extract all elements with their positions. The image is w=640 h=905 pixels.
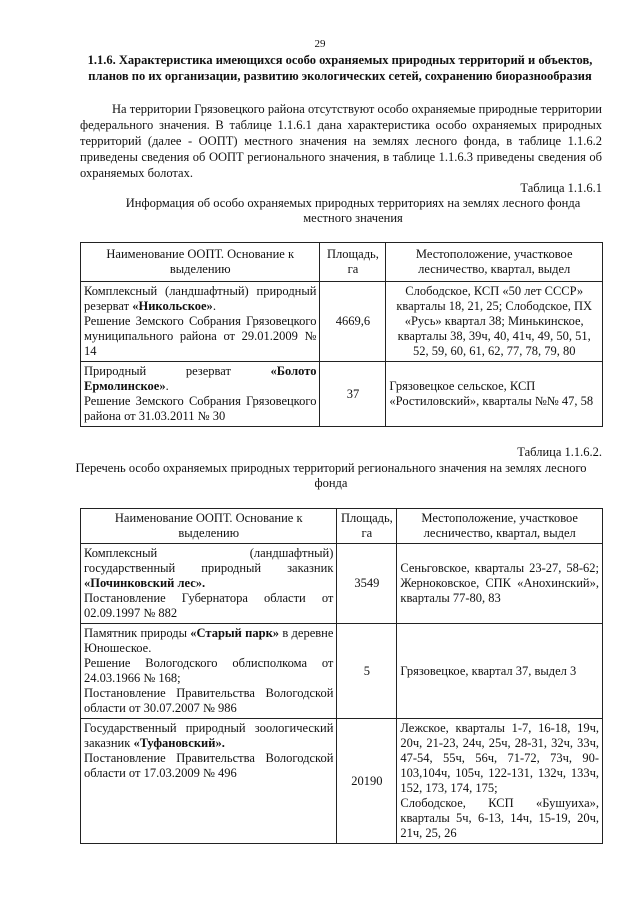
oopt-location: Слободское, КСП «50 лет СССР» кварталы 18, 21, 25; Слободское, ПХ «Русь» квартал 38; Минькинское, кварталы 38, 39ч, 40, 41ч, 49, 50, 51, 52, 59, 60, 61, 62, 77, 78, 79, 80 — [386, 282, 603, 362]
oopt-basis: Постановление Правительства Вологодской области от 30.07.2007 № 986 — [84, 686, 334, 715]
table1-header-name: Наименование ООПТ. Основание к выделению — [81, 243, 320, 282]
table2-row1-name-cell — [81, 544, 337, 624]
table1-header-area: Площадь, га — [320, 243, 386, 282]
table1-title: Информация об особо охраняемых природных территориях на землях лесного фонда местного значения — [125, 196, 581, 225]
table2-number: Таблица 1.1.6.2. — [517, 445, 602, 459]
table2-row2-name-cell — [81, 624, 337, 719]
oopt-location-part: Слободское, КСП «Бушуиха», кварталы 5ч, 6-13, 14ч, 15-19, 20ч, 21ч, 25, 26 — [400, 796, 599, 840]
oopt-location: Грязовецкое сельское, КСП «Ростиловский», кварталы №№ 47, 58 — [386, 362, 603, 427]
table-row — [81, 282, 603, 362]
table2-title: Перечень особо охраняемых природных территорий регионального значения на землях лесного фонда — [75, 461, 587, 490]
table2-header-area: Площадь, га — [337, 509, 397, 544]
oopt-location: Сеньговское, кварталы 23-27, 58-62; Жерноковское, СПК «Анохинский», кварталы 77-80, 83 — [397, 544, 603, 624]
oopt-type: Комплексный (ландшафтный) природный резерват — [84, 284, 317, 313]
oopt-basis: Постановление Губернатора области от 02.09.1997 № 882 — [84, 591, 334, 620]
table-row — [81, 719, 603, 844]
oopt-name-suffix: . — [212, 299, 216, 313]
intro-paragraph: На территории Грязовецкого района отсутствуют особо охраняемые природные территории федерального значения. В таблице 1.1.6.1 дана характеристика особо охраняемых природных территорий (далее - ООПТ) местного значения на землях лесного фонда, в таблице 1.1.6.2 приведены сведения об ООПТ регионального значения, в таблице 1.1.6.3 приведены сведения об охраняемых болотах. — [80, 102, 602, 180]
table2-header-row — [81, 509, 603, 544]
oopt-name: «Туфановский». — [133, 736, 225, 750]
table-row — [81, 544, 603, 624]
oopt-area: 4669,6 — [320, 282, 386, 362]
oopt-location: Грязовецкое, квартал 37, выдел 3 — [397, 624, 603, 719]
table2-header-name: Наименование ООПТ. Основание к выделению — [81, 509, 337, 544]
table1-header-row — [81, 243, 603, 282]
table1 — [80, 242, 603, 427]
oopt-name: «Никольское» — [132, 299, 213, 313]
oopt-name-suffix: в деревне Юношеское. — [84, 626, 334, 655]
oopt-name: «Старый парк» — [190, 626, 280, 640]
oopt-area: 3549 — [337, 544, 397, 624]
oopt-area: 37 — [320, 362, 386, 427]
oopt-type: Государственный природный зоологический заказник — [84, 721, 334, 750]
table1-number: Таблица 1.1.6.1 — [520, 181, 602, 195]
table2-header-location: Местоположение, участковое лесничество, квартал, выдел — [397, 509, 603, 544]
table-row — [81, 362, 603, 427]
table-row — [81, 624, 603, 719]
oopt-type: Природный резерват — [84, 364, 271, 378]
oopt-type: Комплексный (ландшафтный) государственный природный заказник — [84, 546, 334, 575]
oopt-area: 5 — [337, 624, 397, 719]
table1-row1-name-cell — [81, 282, 320, 362]
table2-row3-name-cell — [81, 719, 337, 844]
oopt-location — [397, 719, 603, 844]
oopt-name: «Болото Ермолинское» — [84, 364, 317, 393]
table1-row2-name-cell — [81, 362, 320, 427]
oopt-name-suffix: . — [165, 379, 169, 393]
oopt-basis: Решение Земского Собрания Грязовецкого муниципального района от 29.01.2009 № 14 — [84, 314, 317, 358]
section-heading: 1.1.6. Характеристика имеющихся особо охраняемых природных территорий и объектов, планов по их организации, развитию экологических сетей, сохранению биоразнообразия — [87, 53, 593, 83]
oopt-name: «Починковский лес». — [84, 576, 206, 590]
oopt-basis: Постановление Правительства Вологодской области от 17.03.2009 № 496 — [84, 751, 334, 780]
oopt-basis: Решение Земского Собрания Грязовецкого района от 31.03.2011 № 30 — [84, 394, 317, 423]
oopt-basis: Решение Вологодского облисполкома от 24.03.1966 № 168; — [84, 656, 334, 685]
oopt-location-part: Лежское, кварталы 1-7, 16-18, 19ч, 20ч, 21-23, 24ч, 25ч, 28-31, 32ч, 33ч, 47-54, 55ч, 56ч, 71-72, 73ч, 90-103,104ч, 105ч, 122-131, 132ч, 133ч, 152, 173, 174, 175; — [400, 721, 599, 795]
table2 — [80, 508, 603, 844]
page-number: 29 — [314, 38, 326, 50]
oopt-type: Памятник природы — [84, 626, 191, 640]
oopt-area: 20190 — [337, 719, 397, 844]
table1-header-location: Местоположение, участковое лесничество, квартал, выдел — [386, 243, 603, 282]
